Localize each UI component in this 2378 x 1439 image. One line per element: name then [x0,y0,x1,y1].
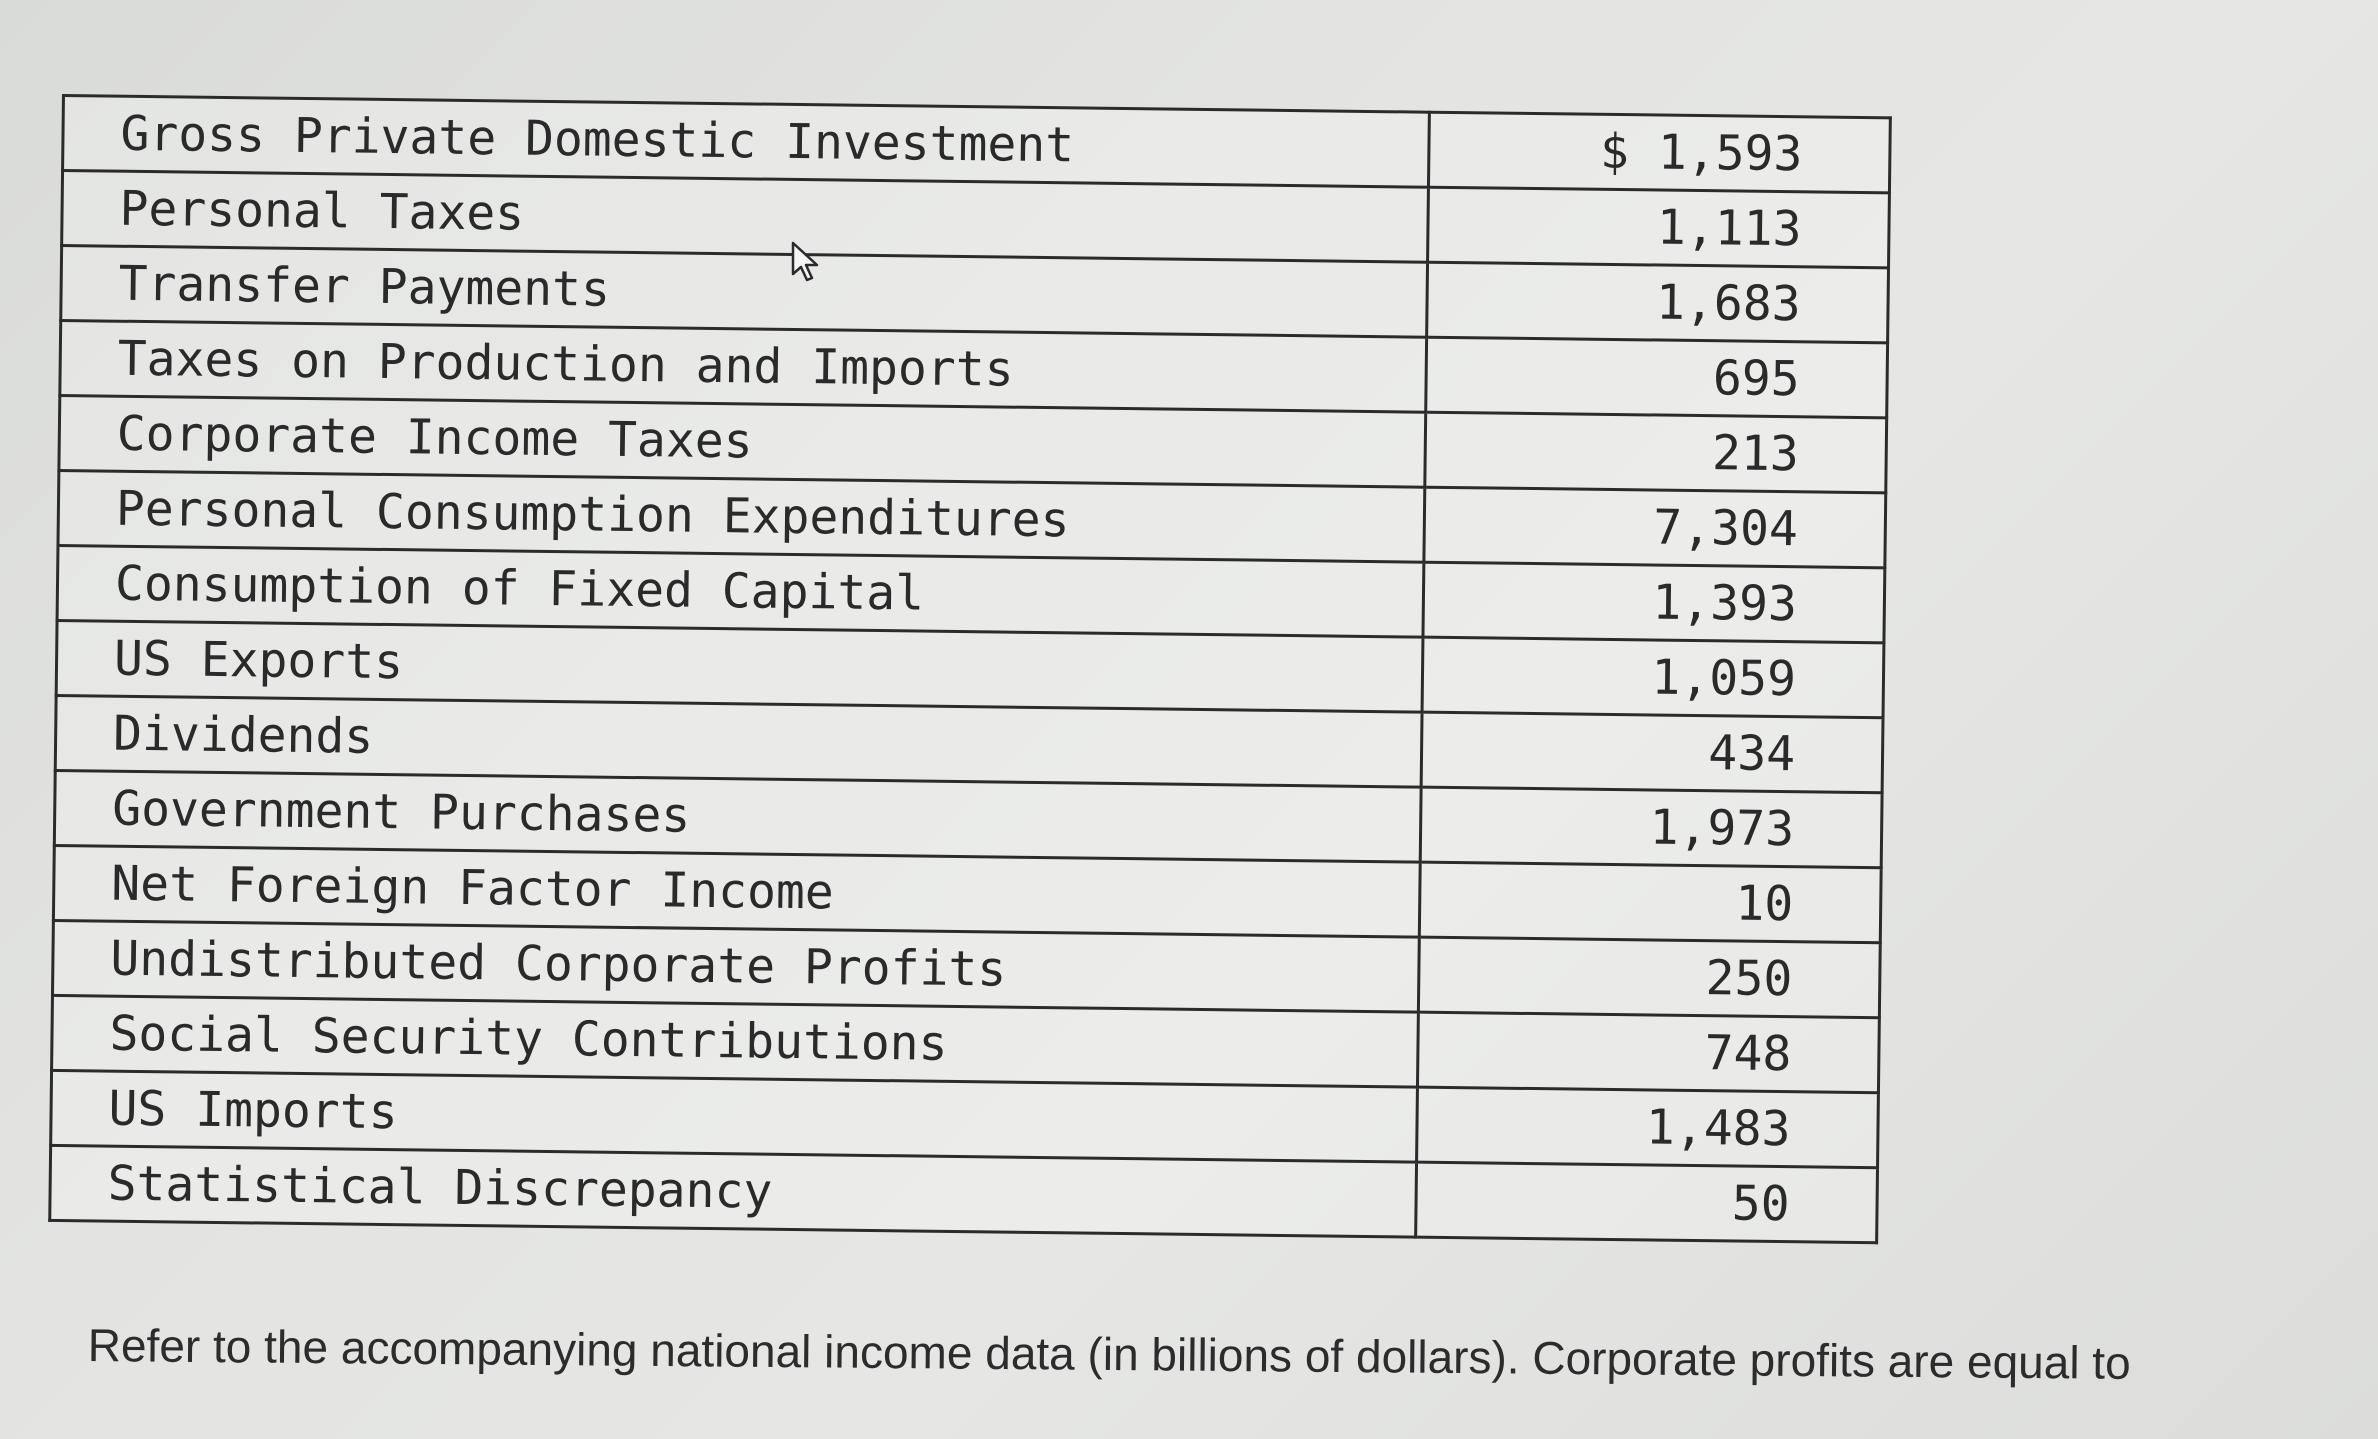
row-label: Consumption of Fixed Capital [57,545,1424,637]
row-value: 1,683 [1426,262,1888,343]
row-value: 1,483 [1416,1087,1878,1168]
row-label: Personal Taxes [62,171,1429,263]
row-label: Gross Private Domestic Investment [63,96,1430,188]
row-label: Net Foreign Factor Income [53,845,1420,937]
row-value: 1,393 [1423,562,1885,643]
row-label: US Exports [56,620,1423,712]
row-value: 213 [1425,412,1887,493]
row-value: 695 [1425,337,1887,418]
row-label: US Imports [51,1070,1418,1162]
row-label: Social Security Contributions [52,995,1419,1087]
row-value: 1,973 [1420,787,1882,868]
row-label: Undistributed Corporate Profits [52,920,1419,1012]
row-label: Government Purchases [54,770,1421,862]
national-income-table [48,94,1892,1244]
row-value: 250 [1418,937,1880,1018]
row-value: 748 [1417,1012,1879,1093]
row-value: 1,113 [1427,187,1889,268]
row-label: Statistical Discrepancy [50,1145,1417,1237]
row-label: Dividends [55,695,1422,787]
row-value: 50 [1415,1162,1877,1243]
row-value: 434 [1421,712,1883,793]
row-value: 7,304 [1424,487,1886,568]
row-value: $ 1,593 [1428,112,1890,193]
question-text: Refer to the accompanying national income data (in billions of dollars). Corporate profits are equal to [87,1319,2131,1389]
row-value: 10 [1419,862,1881,943]
mouse-pointer-icon [790,240,824,284]
row-label: Transfer Payments [61,246,1428,338]
row-label: Taxes on Production and Imports [60,321,1427,413]
row-value: 1,059 [1422,637,1884,718]
row-label: Corporate Income Taxes [59,395,1426,487]
row-label: Personal Consumption Expenditures [58,470,1425,562]
